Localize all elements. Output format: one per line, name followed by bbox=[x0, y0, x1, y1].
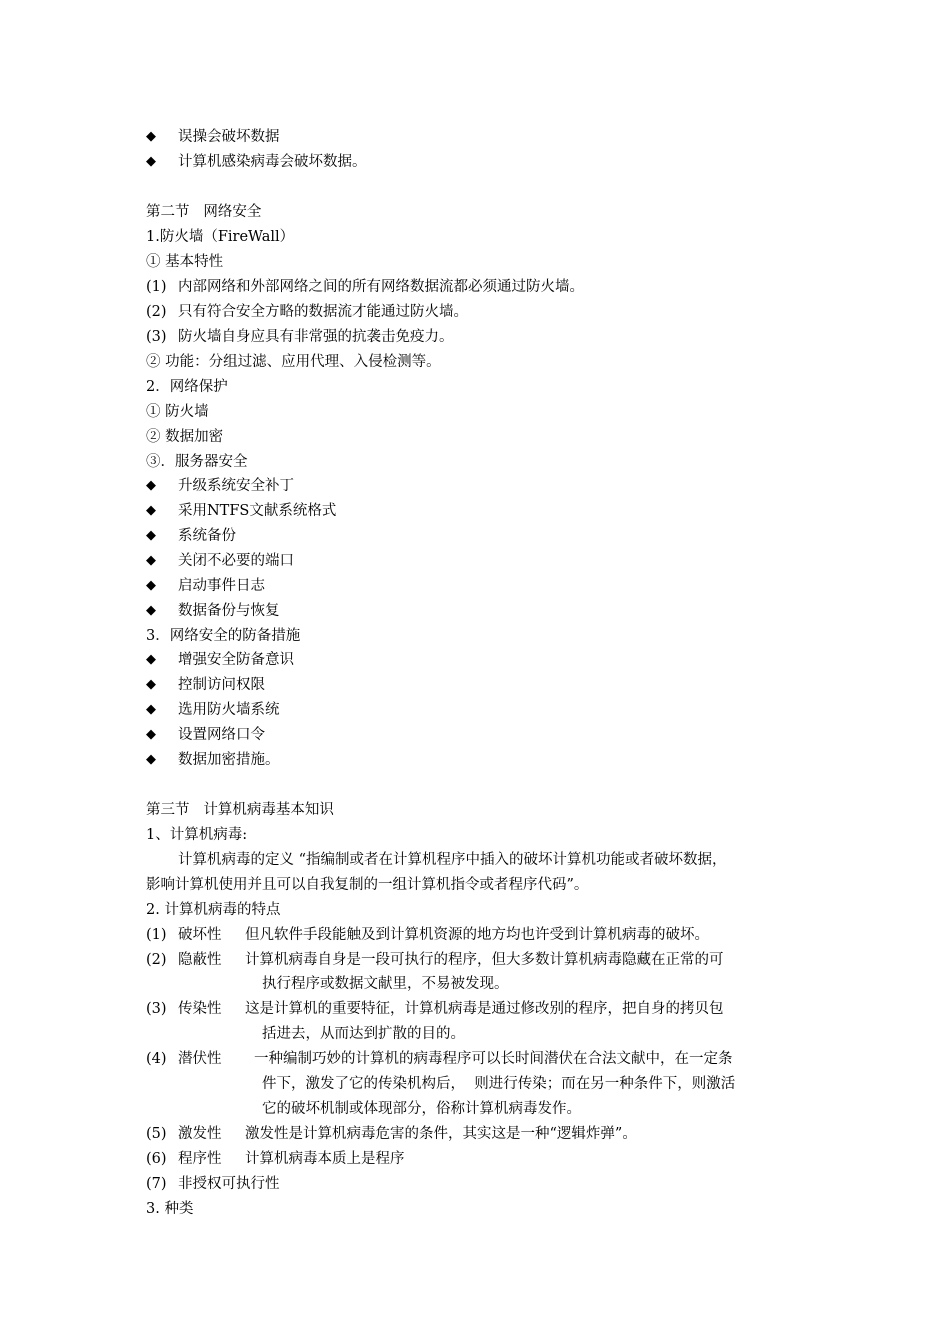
bullet-icon: ◆ bbox=[146, 652, 156, 667]
list-item: 选用防火墙系统 bbox=[178, 702, 280, 718]
feature-text: 执行程序或数据文献里，不易被发现。 bbox=[262, 976, 509, 992]
list-item: 采用NTFS文献系统格式 bbox=[178, 503, 337, 519]
item-number: (3) bbox=[146, 329, 167, 345]
feature-name: 非授权可执行性 bbox=[178, 1176, 280, 1192]
item-number: (2) bbox=[146, 952, 167, 968]
list-item: 升级系统安全补丁 bbox=[178, 478, 294, 494]
feature-name: 隐蔽性 bbox=[178, 952, 222, 968]
feature-text: 激发性是计算机病毒危害的条件，其实这是一种“逻辑炸弹”。 bbox=[245, 1126, 637, 1142]
section-title: 第二节 网络安全 bbox=[146, 204, 262, 220]
bullet-icon: ◆ bbox=[146, 677, 156, 692]
item-number: (4) bbox=[146, 1051, 167, 1067]
list-item: 误操会破坏数据 bbox=[178, 129, 280, 145]
bullet-icon: ◆ bbox=[146, 478, 156, 493]
subsection-heading: 1.防火墙（FireWall） bbox=[146, 229, 295, 245]
item-number: (1) bbox=[146, 927, 167, 943]
bullet-icon: ◆ bbox=[146, 752, 156, 767]
list-item: 只有符合安全方略的数据流才能通过防火墙。 bbox=[178, 304, 468, 320]
subsection-heading: 1、计算机病毒: bbox=[146, 827, 248, 843]
feature-text: 它的破坏机制或体现部分，俗称计算机病毒发作。 bbox=[262, 1101, 581, 1117]
subsection-heading: 3．网络安全的防备措施 bbox=[146, 628, 301, 644]
list-item: 内部网络和外部网络之间的所有网络数据流都必须通过防火墙。 bbox=[178, 279, 584, 295]
feature-text: 但凡软件手段能触及到计算机资源的地方均也许受到计算机病毒的破坏。 bbox=[245, 927, 709, 943]
section-title: 第三节 计算机病毒基本知识 bbox=[146, 802, 334, 818]
subsection-heading: 2. 计算机病毒的特点 bbox=[146, 902, 281, 918]
item-number: (2) bbox=[146, 304, 167, 320]
feature-text: 括进去，从而达到扩散的目的。 bbox=[262, 1026, 465, 1042]
bullet-icon: ◆ bbox=[146, 503, 156, 518]
subsection-heading: 2．网络保护 bbox=[146, 379, 228, 395]
feature-text: 一种编制巧妙的计算机的病毒程序可以长时间潜伏在合法文献中，在一定条 bbox=[254, 1051, 733, 1067]
bullet-icon: ◆ bbox=[146, 727, 156, 742]
item-number: (7) bbox=[146, 1176, 167, 1192]
list-item: 控制访问权限 bbox=[178, 677, 265, 693]
feature-name: 传染性 bbox=[178, 1001, 222, 1017]
feature-name: 激发性 bbox=[178, 1126, 222, 1142]
list-item: ② 数据加密 bbox=[146, 429, 224, 445]
list-item: 关闭不必要的端口 bbox=[178, 553, 294, 569]
list-item: ③．服务器安全 bbox=[146, 454, 248, 470]
list-item: 启动事件日志 bbox=[178, 578, 265, 594]
bullet-icon: ◆ bbox=[146, 603, 156, 618]
paragraph: 影响计算机使用并且可以自我复制的一组计算机指令或者程序代码”。 bbox=[146, 877, 589, 893]
feature-text: 这是计算机的重要特征，计算机病毒是通过修改别的程序，把自身的拷贝包 bbox=[245, 1001, 724, 1017]
item-number: (1) bbox=[146, 279, 167, 295]
feature-text: 件下，激发了它的传染机构后， 则进行传染；而在另一种条件下，则激活 bbox=[262, 1076, 736, 1092]
feature-name: 破坏性 bbox=[178, 927, 222, 943]
subsection-heading: ① 基本特性 bbox=[146, 254, 224, 270]
list-item: 数据备份与恢复 bbox=[178, 603, 280, 619]
list-item: 防火墙自身应具有非常强的抗袭击免疫力。 bbox=[178, 329, 454, 345]
feature-name: 潜伏性 bbox=[178, 1051, 222, 1067]
list-item: 系统备份 bbox=[178, 528, 236, 544]
feature-name: 程序性 bbox=[178, 1151, 222, 1167]
item-number: (3) bbox=[146, 1001, 167, 1017]
bullet-icon: ◆ bbox=[146, 702, 156, 717]
bullet-icon: ◆ bbox=[146, 578, 156, 593]
list-item: 数据加密措施。 bbox=[178, 752, 280, 768]
bullet-icon: ◆ bbox=[146, 553, 156, 568]
feature-text: 计算机病毒本质上是程序 bbox=[245, 1151, 405, 1167]
bullet-icon: ◆ bbox=[146, 528, 156, 543]
feature-text: 计算机病毒自身是一段可执行的程序，但大多数计算机病毒隐藏在正常的可 bbox=[245, 952, 724, 968]
bullet-icon: ◆ bbox=[146, 129, 156, 144]
bullet-icon: ◆ bbox=[146, 154, 156, 169]
item-number: (6) bbox=[146, 1151, 167, 1167]
list-item: 增强安全防备意识 bbox=[178, 652, 294, 668]
paragraph: 计算机病毒的定义 “指编制或者在计算机程序中插入的破坏计算机功能或者破坏数据， bbox=[178, 852, 727, 868]
item-number: (5) bbox=[146, 1126, 167, 1142]
subsection-heading: 3. 种类 bbox=[146, 1201, 194, 1217]
list-item: ① 防火墙 bbox=[146, 404, 209, 420]
paragraph: ② 功能：分组过滤、应用代理、入侵检测等。 bbox=[146, 354, 441, 370]
list-item: 设置网络口令 bbox=[178, 727, 265, 743]
list-item: 计算机感染病毒会破坏数据。 bbox=[178, 154, 367, 170]
